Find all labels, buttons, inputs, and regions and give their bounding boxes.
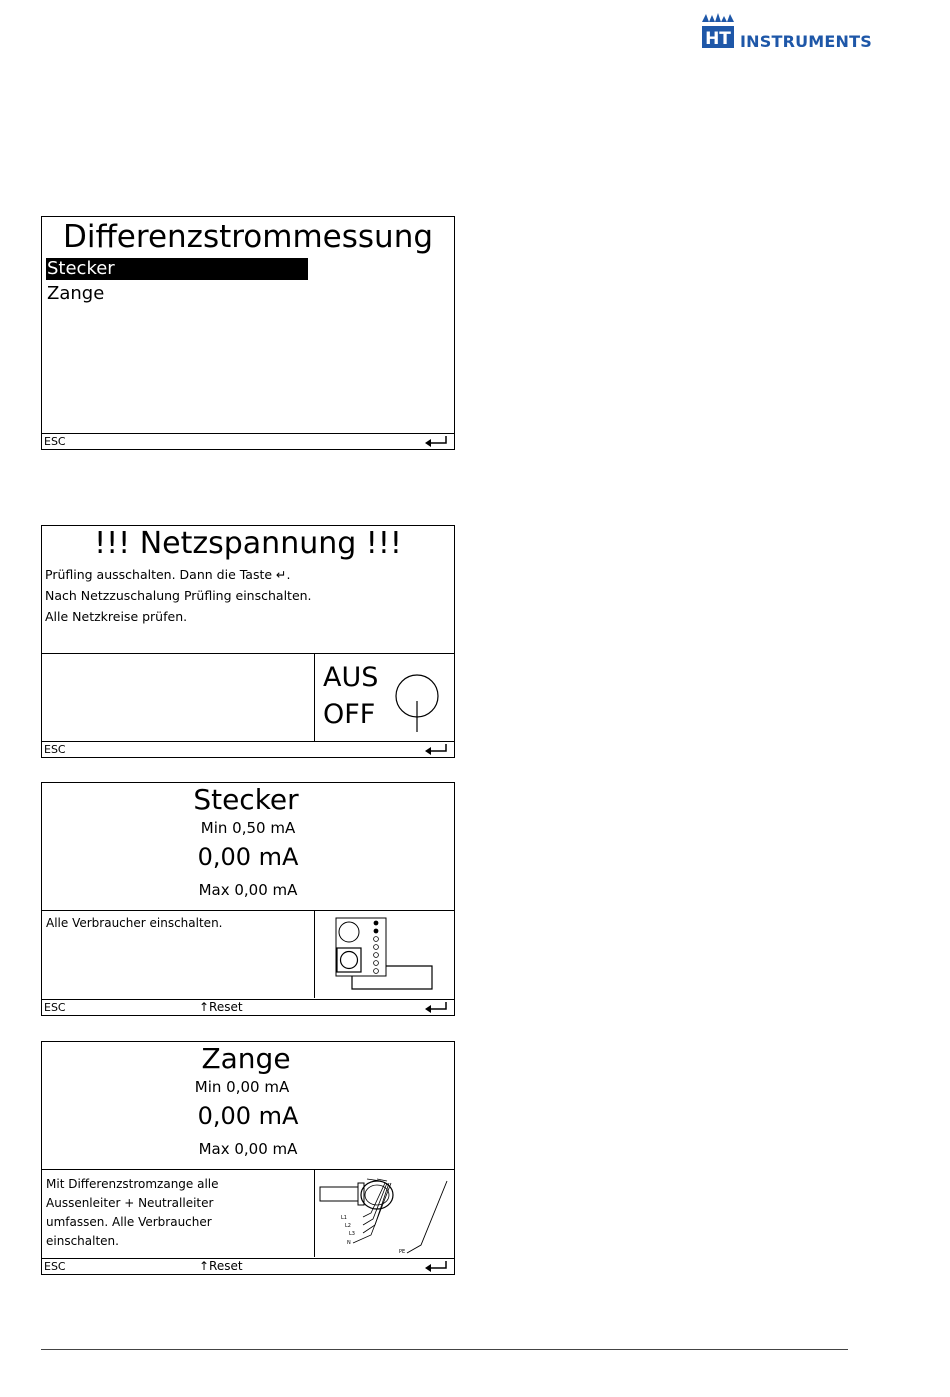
- aus-label: AUS: [323, 662, 379, 693]
- divider: [314, 910, 315, 998]
- warning-line-3: Alle Netzkreise prüfen.: [45, 609, 188, 624]
- warning-line-1: Prüfling ausschalten. Dann die Taste ↵.: [45, 567, 291, 582]
- logo-mark-text: HT: [705, 29, 731, 49]
- warning-line-2: Nach Netzzuschalung Prüfling einschalten.: [45, 588, 312, 603]
- off-label: OFF: [323, 699, 376, 730]
- stecker-screen: [41, 782, 455, 1016]
- enter-icon[interactable]: [424, 1001, 448, 1013]
- ht-instruments-logo: [700, 4, 880, 52]
- label-n: N: [347, 1240, 351, 1246]
- menu-screen: [41, 216, 455, 450]
- hint-line-4: einschalten.: [46, 1234, 119, 1248]
- esc-button[interactable]: ESC: [44, 1260, 66, 1273]
- menu-title: Differenzstrommessung: [62, 219, 434, 255]
- hint-text: Alle Verbraucher einschalten.: [46, 916, 223, 930]
- warning-footer: [42, 741, 454, 757]
- warning-screen: [41, 525, 455, 758]
- divider: [314, 653, 315, 741]
- divider: [42, 910, 454, 911]
- clamp-meter-icon: [317, 1173, 453, 1255]
- zange-screen: [41, 1041, 455, 1275]
- ht-logo-icon: [700, 12, 736, 50]
- label-pe: PE: [399, 1249, 406, 1255]
- enter-icon[interactable]: [424, 1260, 448, 1272]
- max-value: Max 0,00 mA: [198, 881, 298, 899]
- hint-line-2: Aussenleiter + Neutralleiter: [46, 1196, 214, 1210]
- reset-button[interactable]: ↑Reset: [199, 1000, 243, 1014]
- reset-button[interactable]: ↑Reset: [199, 1259, 243, 1273]
- menu-footer: [42, 433, 454, 449]
- zange-footer: [42, 1258, 454, 1274]
- label-l1: L1: [341, 1215, 347, 1221]
- logo-text: INSTRUMENTS: [740, 32, 872, 51]
- stecker-footer: [42, 999, 454, 1015]
- zange-title: Zange: [201, 1042, 291, 1075]
- enter-icon[interactable]: [424, 743, 448, 755]
- esc-button[interactable]: ESC: [44, 743, 66, 756]
- esc-button[interactable]: ESC: [44, 435, 66, 448]
- power-off-switch-icon: [392, 671, 442, 733]
- menu-item-zange[interactable]: Zange: [47, 283, 105, 304]
- warning-title: !!! Netzspannung !!!: [94, 526, 402, 561]
- label-l3: L3: [349, 1231, 355, 1237]
- min-value: Min 0,50 mA: [200, 819, 296, 837]
- divider: [42, 1169, 454, 1170]
- label-l2: L2: [345, 1223, 351, 1229]
- hint-line-3: umfassen. Alle Verbraucher: [46, 1215, 212, 1229]
- divider: [42, 653, 454, 654]
- page-bottom-rule: [41, 1349, 848, 1350]
- divider: [314, 1169, 315, 1257]
- esc-button[interactable]: ESC: [44, 1001, 66, 1014]
- socket-adapter-icon: [334, 916, 436, 992]
- current-value: 0,00 mA: [197, 843, 299, 871]
- min-value: Min 0,00 mA: [194, 1078, 290, 1096]
- max-value: Max 0,00 mA: [198, 1140, 298, 1158]
- stecker-title: Stecker: [193, 783, 299, 816]
- enter-icon[interactable]: [424, 435, 448, 447]
- menu-item-stecker[interactable]: Stecker: [46, 258, 308, 280]
- hint-line-1: Mit Differenzstromzange alle: [46, 1177, 219, 1191]
- current-value: 0,00 mA: [197, 1102, 299, 1130]
